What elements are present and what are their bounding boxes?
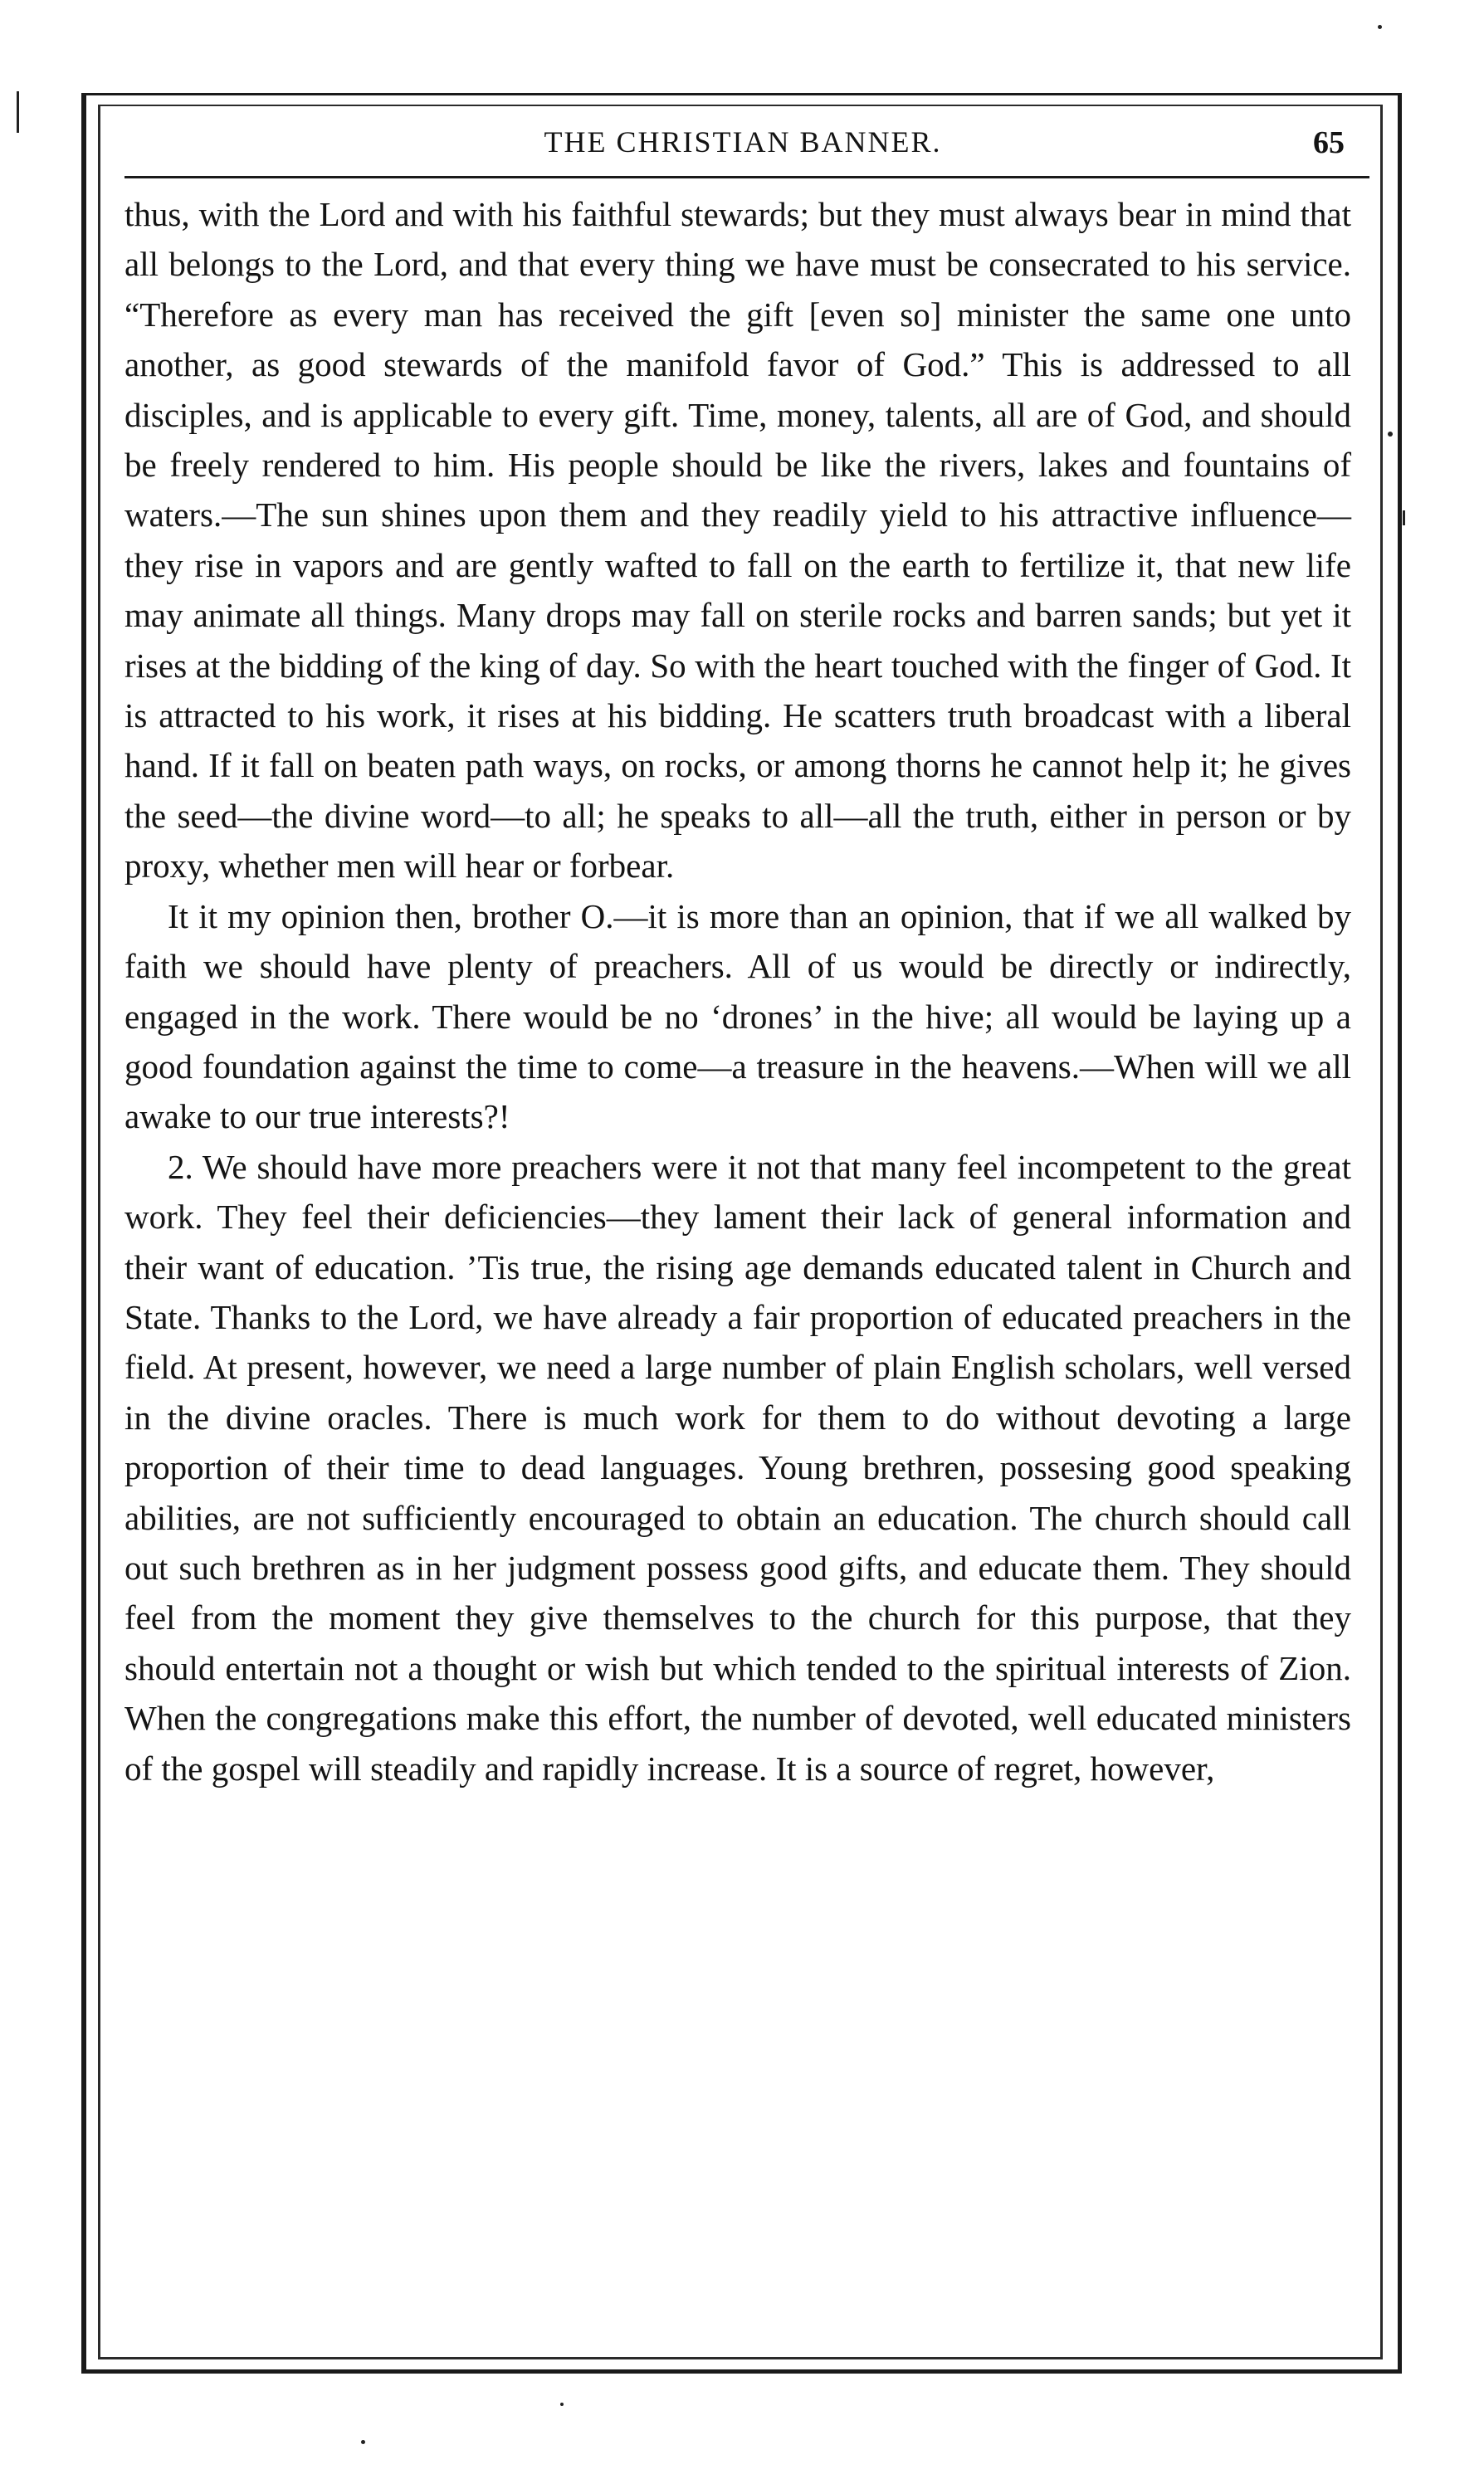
paragraph-continued: thus, with the Lord and with his faithful stewards; but they must always bear in mind that all belongs to the Lord, and that every thing we have must be consecrated to his service. “Therefore as every man has received the gift [even so] minister the same one unto another, as good stewards of the manifold favor of God.” This is addressed to all disciples, and is applicable to every gift. Time, money, talents, all are of God, and should be freely rendered to him. His people should be like the rivers, lakes and fountains of waters.—The sun shines upon them and they readily yield to his attractive influence—they rise in vapors and are gently wafted to fall on the earth to fertilize it, that new life may animate all things. Many drops may fall on sterile rocks and barren sands; but yet it rises at the bidding of the king of day. So with the heart touched with the finger of God. It is attracted to his work, it rises at his bidding. He scatters truth broadcast with a liberal hand. If it fall on beaten path ways, on rocks, or among thorns he cannot help it; he gives the seed—the divine word—to all; he speaks to all—all the truth, either in person or by proxy, whether men will hear or forbear. bbox=[124, 195, 1351, 886]
margin-speck bbox=[361, 2440, 365, 2444]
margin-speck bbox=[1388, 432, 1393, 437]
margin-mark bbox=[17, 91, 19, 133]
page-header bbox=[124, 124, 1361, 174]
paragraph-opinion: It it my opinion then, brother O.—it is more than an opinion, that if we all walked by faith we should have plenty of preachers. All of us would be directly or indirectly, engaged in the work. There would be no ‘drones’ in the hive; all would be laying up a good foundation against the time to come—a treasure in the heavens.—When will we all awake to our true interests?! bbox=[124, 896, 1351, 1136]
article-body bbox=[124, 189, 1351, 1793]
margin-speck bbox=[560, 2403, 564, 2406]
page-number: 65 bbox=[1313, 125, 1345, 160]
header-rule bbox=[124, 176, 1369, 178]
running-title: THE CHRISTIAN BANNER. bbox=[544, 125, 942, 159]
margin-speck bbox=[1403, 510, 1405, 525]
margin-speck bbox=[1378, 25, 1382, 29]
paragraph-point-two: 2. We should have more preachers were it not that many feel incompetent to the great work. They feel their deficiencies—they lament their lack of general information and their want of education. ’Tis true, the rising age demands educated talent in Church and State. Thanks to the Lord, we have already a fair proportion of educated preachers in the field. At present, however, we need a large number of plain English scholars, well versed in the divine oracles. There is much work for them to do without devoting a large proportion of their time to dead languages. Young brethren, possesing good speaking abilities, are not sufficiently encouraged to obtain an education. The church should call out such brethren as in her judgment possess good gifts, and educate them. They should feel from the moment they give themselves to the church for this purpose, that they should entertain not a thought or wish but which tended to the spiritual interests of Zion. When the congregations make this effort, the number of devoted, well educated ministers of the gospel will steadily and rapidly increase. It is a source of regret, however, bbox=[124, 1147, 1351, 1788]
